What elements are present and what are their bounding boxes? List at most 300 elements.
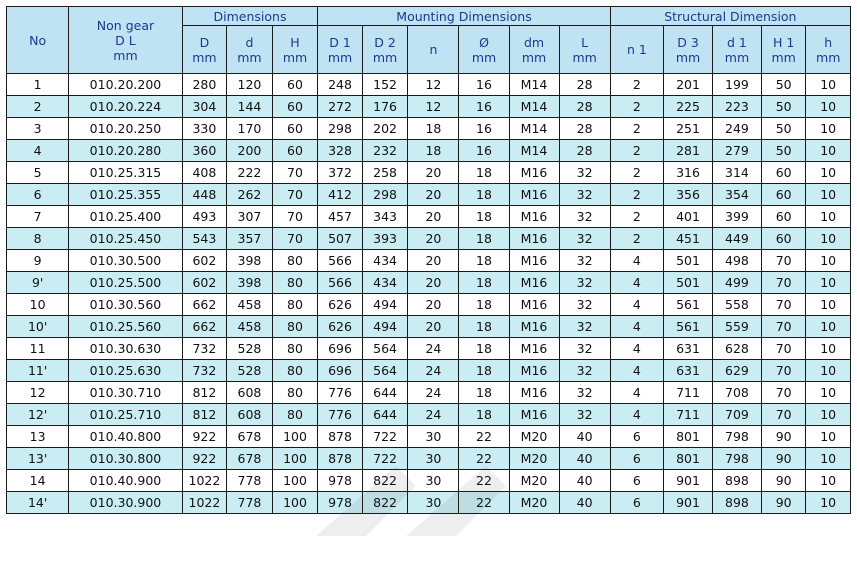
table-cell: 18 (459, 184, 509, 206)
table-cell: M16 (509, 250, 559, 272)
table-cell: 4 (610, 404, 663, 426)
column-header-name: d (245, 34, 254, 50)
column-header-unit: mm (237, 49, 262, 65)
table-cell: 18 (459, 272, 509, 294)
table-cell: 120 (227, 74, 273, 96)
table-cell: M14 (509, 140, 559, 162)
table-cell: 801 (664, 448, 713, 470)
row-number-cell: 5 (7, 162, 69, 184)
table-cell: 330 (182, 118, 226, 140)
table-cell: 708 (713, 382, 762, 404)
column-header-name: D 3 (677, 34, 699, 50)
table-cell: 20 (408, 184, 459, 206)
table-row (7, 118, 851, 140)
row-number-cell: 4 (7, 140, 69, 162)
table-cell: 451 (664, 228, 713, 250)
row-number-cell: 11 (7, 338, 69, 360)
dl-header-line2: D L (115, 32, 136, 48)
column-header-name: D 2 (374, 34, 396, 50)
table-cell: 50 (761, 74, 805, 96)
table-cell: 32 (559, 272, 610, 294)
model-code-cell: 010.20.250 (69, 118, 182, 140)
table-cell: 457 (318, 206, 362, 228)
table-cell: 458 (227, 294, 273, 316)
model-code-cell: 010.30.630 (69, 338, 182, 360)
table-cell: 60 (761, 206, 805, 228)
table-cell: 18 (459, 294, 509, 316)
row-number-cell: 3 (7, 118, 69, 140)
column-header-unit: mm (282, 49, 308, 65)
table-cell: 2 (610, 96, 663, 118)
table-cell: 279 (713, 140, 762, 162)
table-cell: 222 (227, 162, 273, 184)
table-cell: 18 (459, 316, 509, 338)
table-cell: 2 (610, 162, 663, 184)
table-cell: 60 (761, 184, 805, 206)
table-cell: 18 (408, 140, 459, 162)
table-cell: 4 (610, 294, 663, 316)
table-cell: 564 (362, 338, 408, 360)
table-cell: 100 (272, 426, 318, 448)
model-code-cell: 010.25.560 (69, 316, 182, 338)
table-cell: 16 (459, 118, 509, 140)
model-code-cell: 010.30.500 (69, 250, 182, 272)
table-cell: 170 (227, 118, 273, 140)
row-number-cell: 10' (7, 316, 69, 338)
table-cell: 60 (272, 118, 318, 140)
table-cell: 90 (761, 470, 805, 492)
table-cell: 434 (362, 272, 408, 294)
table-cell: 631 (664, 338, 713, 360)
model-code-cell: 010.20.200 (69, 74, 182, 96)
table-cell: 898 (713, 492, 762, 514)
model-code-cell: 010.30.800 (69, 448, 182, 470)
column-header (272, 26, 318, 74)
table-cell: M16 (509, 338, 559, 360)
table-cell: 901 (664, 470, 713, 492)
table-cell: 32 (559, 250, 610, 272)
row-number-cell: 1 (7, 74, 69, 96)
table-cell: 304 (182, 96, 226, 118)
table-cell: 32 (559, 294, 610, 316)
row-number-cell: 12' (7, 404, 69, 426)
column-header (806, 26, 851, 74)
table-cell: 32 (559, 228, 610, 250)
model-code-cell: 010.40.900 (69, 470, 182, 492)
table-cell: M16 (509, 404, 559, 426)
model-code-cell: 010.25.710 (69, 404, 182, 426)
table-cell: 10 (806, 206, 851, 228)
table-cell: 662 (182, 294, 226, 316)
no-column-header: No (7, 7, 69, 74)
table-cell: 32 (559, 382, 610, 404)
model-code-cell: 010.30.560 (69, 294, 182, 316)
table-cell: 32 (559, 206, 610, 228)
column-header (362, 26, 408, 74)
table-cell: 70 (272, 228, 318, 250)
table-cell: 20 (408, 250, 459, 272)
column-header (182, 26, 226, 74)
table-cell: 2 (610, 228, 663, 250)
table-cell: 80 (272, 294, 318, 316)
table-cell: 2 (610, 74, 663, 96)
table-cell: M16 (509, 360, 559, 382)
table-cell: 499 (713, 272, 762, 294)
table-cell: 501 (664, 272, 713, 294)
table-cell: 18 (459, 404, 509, 426)
row-number-cell: 7 (7, 206, 69, 228)
table-cell: 494 (362, 294, 408, 316)
table-cell: 32 (559, 404, 610, 426)
table-cell: 372 (318, 162, 362, 184)
table-row (7, 382, 851, 404)
row-number-cell: 9 (7, 250, 69, 272)
table-cell: 10 (806, 118, 851, 140)
table-cell: 776 (318, 382, 362, 404)
table-cell: 528 (227, 338, 273, 360)
table-cell: 629 (713, 360, 762, 382)
table-cell: 10 (806, 294, 851, 316)
table-cell: 60 (272, 74, 318, 96)
table-cell: 251 (664, 118, 713, 140)
table-cell: 24 (408, 404, 459, 426)
table-cell: 628 (713, 338, 762, 360)
dl-column-header (69, 7, 182, 74)
table-cell: 393 (362, 228, 408, 250)
table-cell: 501 (664, 250, 713, 272)
table-cell: 100 (272, 448, 318, 470)
table-cell: 566 (318, 250, 362, 272)
table-cell: 22 (459, 448, 509, 470)
table-cell: 18 (459, 382, 509, 404)
model-code-cell: 010.30.710 (69, 382, 182, 404)
table-cell: 16 (459, 74, 509, 96)
dl-header-line3: mm (113, 47, 138, 63)
table-cell: 18 (459, 162, 509, 184)
table-cell: 978 (318, 492, 362, 514)
table-cell: 70 (761, 382, 805, 404)
table-cell: 90 (761, 448, 805, 470)
table-cell: 6 (610, 426, 663, 448)
table-cell: 70 (272, 162, 318, 184)
table-cell: 356 (664, 184, 713, 206)
column-header (227, 26, 273, 74)
table-row (7, 492, 851, 514)
row-number-cell: 9' (7, 272, 69, 294)
table-cell: M16 (509, 228, 559, 250)
column-header-name: L (581, 34, 589, 50)
table-cell: 70 (272, 184, 318, 206)
table-cell: 40 (559, 426, 610, 448)
table-cell: 608 (227, 382, 273, 404)
table-cell: 678 (227, 448, 273, 470)
table-cell: M20 (509, 448, 559, 470)
column-header (559, 26, 610, 74)
group-header-mounting: Mounting Dimensions (318, 7, 610, 26)
column-header-unit: mm (327, 49, 353, 65)
table-cell: 399 (713, 206, 762, 228)
table-cell: 357 (227, 228, 273, 250)
table-cell: 458 (227, 316, 273, 338)
table-cell: 24 (408, 338, 459, 360)
table-cell: 60 (761, 162, 805, 184)
table-cell: 200 (227, 140, 273, 162)
table-body (7, 74, 851, 514)
table-cell: 20 (408, 206, 459, 228)
table-cell: 602 (182, 272, 226, 294)
group-header-row (7, 7, 851, 26)
table-cell: 20 (408, 294, 459, 316)
row-number-cell: 8 (7, 228, 69, 250)
group-header-structural: Structural Dimension (610, 7, 850, 26)
table-cell: 281 (664, 140, 713, 162)
table-cell: M16 (509, 184, 559, 206)
table-cell: 225 (664, 96, 713, 118)
table-cell: 30 (408, 470, 459, 492)
table-cell: 32 (559, 184, 610, 206)
table-cell: 90 (761, 426, 805, 448)
table-cell: 50 (761, 118, 805, 140)
table-row (7, 404, 851, 426)
table-cell: 10 (806, 382, 851, 404)
table-cell: 316 (664, 162, 713, 184)
table-cell: 10 (806, 74, 851, 96)
table-cell: 778 (227, 470, 273, 492)
table-cell: 494 (362, 316, 408, 338)
table-cell: 22 (459, 426, 509, 448)
table-cell: 40 (559, 470, 610, 492)
table-cell: 40 (559, 492, 610, 514)
table-cell: 248 (318, 74, 362, 96)
table-cell: 360 (182, 140, 226, 162)
table-cell: 1022 (182, 492, 226, 514)
table-cell: 32 (559, 338, 610, 360)
table-cell: M14 (509, 118, 559, 140)
table-cell: 10 (806, 470, 851, 492)
table-cell: 449 (713, 228, 762, 250)
table-cell: 32 (559, 360, 610, 382)
table-row (7, 228, 851, 250)
table-cell: 258 (362, 162, 408, 184)
table-cell: 2 (610, 184, 663, 206)
column-header (408, 26, 459, 74)
table-cell: 152 (362, 74, 408, 96)
column-header (761, 26, 805, 74)
table-cell: 412 (318, 184, 362, 206)
column-header-unit: mm (816, 49, 841, 65)
table-cell: 223 (713, 96, 762, 118)
table-cell: 732 (182, 338, 226, 360)
table-cell: 100 (272, 470, 318, 492)
table-cell: 262 (227, 184, 273, 206)
table-cell: 507 (318, 228, 362, 250)
table-cell: 978 (318, 470, 362, 492)
table-cell: 314 (713, 162, 762, 184)
table-cell: 10 (806, 250, 851, 272)
table-row (7, 470, 851, 492)
model-code-cell: 010.25.355 (69, 184, 182, 206)
table-cell: 498 (713, 250, 762, 272)
table-cell: 80 (272, 382, 318, 404)
table-cell: 4 (610, 338, 663, 360)
table-cell: 528 (227, 360, 273, 382)
table-cell: 249 (713, 118, 762, 140)
column-header (610, 26, 663, 74)
table-cell: 80 (272, 316, 318, 338)
table-cell: 10 (806, 448, 851, 470)
table-row (7, 206, 851, 228)
table-cell: 543 (182, 228, 226, 250)
table-cell: 801 (664, 426, 713, 448)
table-cell: 711 (664, 382, 713, 404)
table-cell: 4 (610, 250, 663, 272)
table-cell: 1022 (182, 470, 226, 492)
model-code-cell: 010.20.224 (69, 96, 182, 118)
table-cell: M16 (509, 272, 559, 294)
table-cell: 144 (227, 96, 273, 118)
table-cell: 20 (408, 272, 459, 294)
table-cell: 561 (664, 316, 713, 338)
table-cell: 493 (182, 206, 226, 228)
table-cell: M16 (509, 382, 559, 404)
row-number-cell: 2 (7, 96, 69, 118)
table-cell: 298 (362, 184, 408, 206)
table-cell: 434 (362, 250, 408, 272)
table-cell: 4 (610, 272, 663, 294)
table-cell: 24 (408, 360, 459, 382)
table-cell: 10 (806, 316, 851, 338)
table-cell: 12 (408, 96, 459, 118)
table-cell: M14 (509, 74, 559, 96)
column-header-unit: mm (521, 49, 547, 65)
dl-header-line1: Non gear (96, 17, 155, 33)
column-header-unit: mm (471, 49, 497, 65)
column-header (459, 26, 509, 74)
table-cell: 662 (182, 316, 226, 338)
table-cell: 201 (664, 74, 713, 96)
table-cell: 307 (227, 206, 273, 228)
table-cell: 2 (610, 206, 663, 228)
table-cell: 70 (761, 404, 805, 426)
table-cell: 812 (182, 404, 226, 426)
table-cell: 778 (227, 492, 273, 514)
table-cell: 878 (318, 448, 362, 470)
table-cell: 20 (408, 228, 459, 250)
row-number-cell: 13 (7, 426, 69, 448)
table-cell: 722 (362, 426, 408, 448)
column-header (509, 26, 559, 74)
table-row (7, 96, 851, 118)
table-cell: M20 (509, 492, 559, 514)
table-cell: 2 (610, 140, 663, 162)
table-cell: 18 (459, 360, 509, 382)
column-header-name: H 1 (772, 34, 795, 50)
table-cell: 22 (459, 492, 509, 514)
table-cell: 398 (227, 272, 273, 294)
table-cell: 32 (559, 316, 610, 338)
table-row (7, 184, 851, 206)
table-row (7, 74, 851, 96)
row-number-cell: 6 (7, 184, 69, 206)
model-code-cell: 010.25.630 (69, 360, 182, 382)
column-header-name: Ø (479, 34, 489, 50)
table-cell: 40 (559, 448, 610, 470)
table-cell: 602 (182, 250, 226, 272)
table-cell: 10 (806, 360, 851, 382)
table-cell: 566 (318, 272, 362, 294)
table-cell: 298 (318, 118, 362, 140)
model-code-cell: 010.30.900 (69, 492, 182, 514)
table-cell: 722 (362, 448, 408, 470)
table-cell: 922 (182, 448, 226, 470)
table-cell: M20 (509, 470, 559, 492)
table-cell: 22 (459, 470, 509, 492)
column-header-unit: mm (724, 49, 750, 65)
table-cell: 10 (806, 404, 851, 426)
column-header (318, 26, 362, 74)
table-cell: 696 (318, 360, 362, 382)
table-cell: 559 (713, 316, 762, 338)
table-cell: 822 (362, 492, 408, 514)
table-cell: 10 (806, 140, 851, 162)
table-cell: M16 (509, 206, 559, 228)
table-cell: 644 (362, 382, 408, 404)
table-cell: M16 (509, 316, 559, 338)
table-cell: 60 (761, 228, 805, 250)
table-row (7, 338, 851, 360)
table-cell: 100 (272, 492, 318, 514)
table-cell: 408 (182, 162, 226, 184)
table-cell: 80 (272, 338, 318, 360)
table-cell: 70 (761, 250, 805, 272)
column-header-unit: mm (771, 49, 796, 65)
table-cell: 448 (182, 184, 226, 206)
table-cell: 30 (408, 448, 459, 470)
table-cell: 16 (459, 96, 509, 118)
table-cell: 10 (806, 426, 851, 448)
table-cell: 202 (362, 118, 408, 140)
table-cell: 732 (182, 360, 226, 382)
table-cell: 280 (182, 74, 226, 96)
model-code-cell: 010.25.450 (69, 228, 182, 250)
table-cell: 4 (610, 360, 663, 382)
table-cell: 70 (761, 338, 805, 360)
table-cell: 626 (318, 316, 362, 338)
table-cell: 901 (664, 492, 713, 514)
table-row (7, 272, 851, 294)
table-cell: 10 (806, 272, 851, 294)
table-cell: 20 (408, 316, 459, 338)
table-cell: 70 (761, 294, 805, 316)
table-cell: 16 (459, 140, 509, 162)
table-cell: 28 (559, 140, 610, 162)
column-header-unit: mm (572, 49, 597, 65)
table-cell: 711 (664, 404, 713, 426)
table-cell: 20 (408, 162, 459, 184)
table-cell: 4 (610, 316, 663, 338)
table-cell: 678 (227, 426, 273, 448)
column-header-name: h (824, 34, 833, 50)
table-cell: 70 (761, 316, 805, 338)
table-cell: 776 (318, 404, 362, 426)
table-cell: 28 (559, 74, 610, 96)
row-number-cell: 10 (7, 294, 69, 316)
table-cell: 28 (559, 118, 610, 140)
table-cell: 398 (227, 250, 273, 272)
table-cell: 10 (806, 184, 851, 206)
table-cell: 4 (610, 382, 663, 404)
column-header-unit: mm (675, 49, 701, 65)
